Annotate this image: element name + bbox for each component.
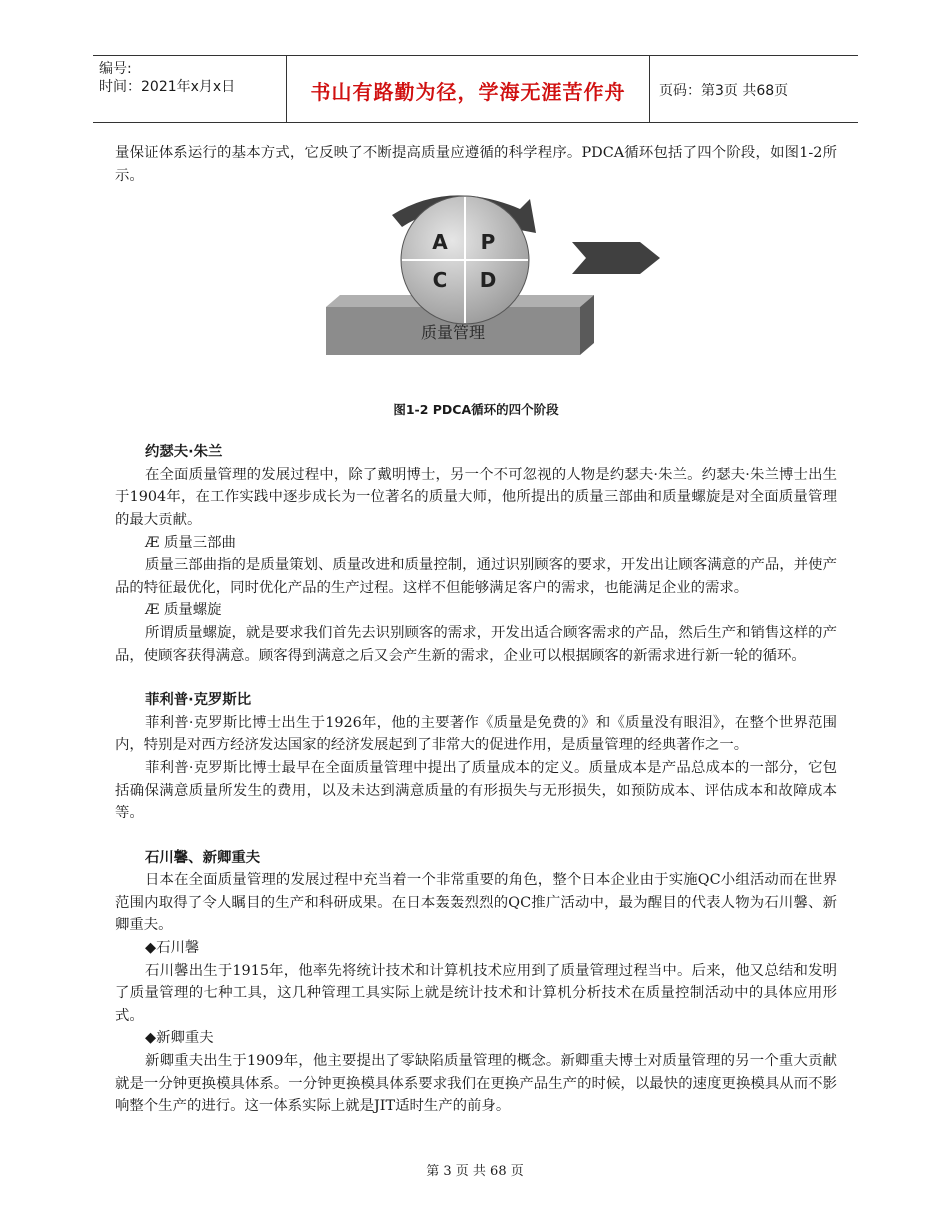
paragraph: 质量三部曲指的是质量策划、质量改进和质量控制，通过识别顾客的要求，开发出让顾客满意的产品，并使产品的特征最优化，同时优化产品的生产过程。这样不但能够满足客户的需求，也能满足企业的需求。 xyxy=(115,557,837,596)
paragraph: 日本在全面质量管理的发展过程中充当着一个非常重要的角色，整个日本企业由于实施QC小组活动而在世界范围内取得了令人瞩目的生产和科研成果。在日本轰轰烈烈的QC推广活动中，最为醒目的代表人物为石川馨、新卿重夫。 xyxy=(115,872,837,934)
quadrant-d: D xyxy=(479,268,497,293)
section-gap xyxy=(115,667,837,689)
section-title: 菲利普·克罗斯比 xyxy=(145,692,252,709)
quadrant-a: A xyxy=(432,230,448,255)
chevron-arrow-icon xyxy=(572,242,660,274)
section-title: 石川馨、新卿重夫 xyxy=(145,849,261,866)
header-page-label: 页码：第3页 共68页 xyxy=(659,83,789,99)
header-meta xyxy=(99,60,235,96)
paragraph: 新卿重夫出生于1909年，他主要提出了零缺陷质量管理的概念。新卿重夫博士对质量管理的另一个重大贡献就是一分钟更换模具体系。一分钟更换模具体系要求我们在更换产品生产的时候，以最快的速度更换模具从而不影响整个生产的进行。这一体系实际上就是JIT适时生产的前身。 xyxy=(115,1053,837,1115)
section-title: 约瑟夫·朱兰 xyxy=(145,444,223,461)
paragraph: 菲利普·克罗斯比博士最早在全面质量管理中提出了质量成本的定义。质量成本是产品总成本的一部分，它包括确保满意质量所发生的费用，以及未达到满意质量的有形损失与无形损失，如预防成本、评估成本和故障成本等。 xyxy=(115,759,837,822)
header-motto: 书山有路勤为径，学海无涯苦作舟 xyxy=(310,80,626,104)
time-label: 时间：2021年x月x日 xyxy=(99,79,236,95)
subheading: Æ 质量螺旋 xyxy=(145,602,222,619)
pdca-figure xyxy=(115,187,837,419)
paragraph: 在全面质量管理的发展过程中，除了戴明博士，另一个不可忽视的人物是约瑟夫·朱兰。约瑟夫·朱兰博士出生于1904年，在工作实践中逐步成长为一位著名的质量大师，他所提出的质量三部曲和质量螺旋是对全面质量管理的最大贡献。 xyxy=(115,466,837,528)
paragraph: 所谓质量螺旋，就是要求我们首先去识别顾客的需求，开发出适合顾客需求的产品，然后生产和销售这样的产品，使顾客获得满意。顾客得到满意之后又会产生新的需求，企业可以根据顾客的新需求进行新一轮的循环。 xyxy=(115,624,837,664)
pdca-diagram xyxy=(320,187,670,392)
quadrant-p: P xyxy=(480,230,496,255)
quadrant-c: C xyxy=(432,268,448,293)
figure-caption: 图1-2 PDCA循环的四个阶段 xyxy=(393,402,559,418)
paragraph: 菲利普·克罗斯比博士出生于1926年，他的主要著作《质量是免费的》和《质量没有眼泪》，在整个世界范围内，特别是对西方经济发达国家的经济发展起到了非常大的促进作用，是质量管理的经典著作之一。 xyxy=(115,714,837,754)
section-gap xyxy=(115,419,837,441)
paragraph: 石川馨出生于1915年，他率先将统计技术和计算机技术应用到了质量管理过程当中。后来，他又总结和发明了质量管理的七种工具，这几种管理工具实际上就是统计技术和计算机分析技术在质量控制活动中的具体应用形式。 xyxy=(115,962,837,1024)
page-header xyxy=(93,55,858,123)
subheading: Æ 质量三部曲 xyxy=(145,534,236,551)
intro-paragraph: 量保证体系运行的基本方式，它反映了不断提高质量应遵循的科学程序。PDCA循环包括了四个阶段，如图1-2所示。 xyxy=(115,145,837,184)
base-label: 质量管理 xyxy=(420,323,486,343)
page-footer: 第 3 页 共 68 页 xyxy=(426,1164,524,1179)
code-label: 编号: xyxy=(99,61,132,77)
subheading: ◆新卿重夫 xyxy=(145,1030,214,1047)
document-body xyxy=(115,142,837,1118)
subheading: ◆石川馨 xyxy=(145,940,200,957)
section-gap xyxy=(115,825,837,847)
header-divider xyxy=(649,56,650,122)
